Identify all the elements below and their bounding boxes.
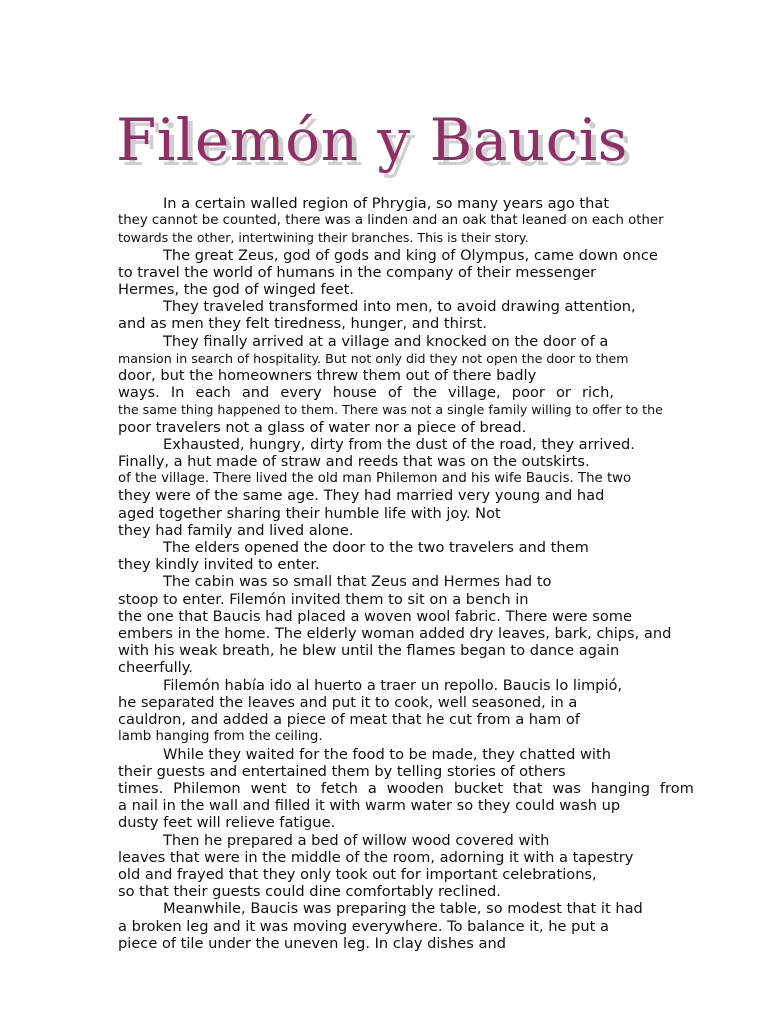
text-line: they kindly invited to enter. (118, 556, 320, 574)
text-line: Finally, a hut made of straw and reeds that was on the outskirts. (118, 453, 590, 471)
word: wooden (386, 779, 444, 797)
word: ways. (118, 384, 160, 402)
text-line: Filemón había ido al huerto a traer un repollo. Baucis lo limpió, (163, 676, 623, 694)
word: In (170, 384, 185, 402)
text-line: their guests and entertained them by telling stories of others (118, 762, 566, 780)
text-line: they cannot be counted, there was a linden and an oak that leaned on each other (118, 213, 664, 229)
word: that (512, 779, 543, 797)
text-line: he separated the leaves and put it to cook, well seasoned, in a (118, 693, 578, 711)
word: house (332, 384, 377, 402)
word: bucket (453, 779, 503, 797)
text-line: Exhausted, hungry, dirty from the dust of the road, they arrived. (163, 435, 635, 453)
word: was (552, 779, 581, 797)
text-line: to travel the world of humans in the company of their messenger (118, 263, 597, 281)
text-line-justified (118, 780, 694, 797)
text-line: piece of tile under the uneven leg. In clay dishes and (118, 934, 506, 952)
text-line: the same thing happened to them. There was not a single family willing to offer to the (118, 402, 663, 418)
text-line: the one that Baucis had placed a woven wool fabric. There were some (118, 607, 632, 625)
word: went (250, 779, 287, 797)
text-line: of the village. There lived the old man Philemon and his wife Baucis. The two (118, 471, 632, 487)
text-line: While they waited for the food to be made, they chatted with (163, 745, 611, 763)
text-line: a nail in the wall and filled it with warm water so they could wash up (118, 797, 621, 815)
text-line: They traveled transformed into men, to avoid drawing attention, (163, 298, 636, 316)
text-line: mansion in search of hospitality. But not only did they not open the door to them (118, 350, 629, 366)
text-line: so that their guests could dine comfortably reclined. (118, 883, 501, 901)
word: a (367, 779, 377, 797)
text-line: poor travelers not a glass of water nor a piece of bread. (118, 418, 527, 436)
text-line: Meanwhile, Baucis was preparing the table, so modest that it had (163, 900, 643, 918)
text-line: a broken leg and it was moving everywhere. To balance it, he put a (118, 917, 609, 935)
text-line: dusty feet will relieve fatigue. (118, 814, 336, 832)
text-line: cheerfully. (118, 659, 193, 677)
text-line: old and frayed that they only took out for important celebrations, (118, 865, 597, 883)
word: from (659, 779, 694, 797)
text-line: Hermes, the god of winged feet. (118, 281, 355, 299)
text-line: In a certain walled region of Phrygia, so many years ago that (163, 195, 610, 212)
word: times. (118, 779, 164, 797)
text-line: lamb hanging from the ceiling. (118, 729, 323, 745)
text-line: stoop to enter. Filemón invited them to sit on a bench in (118, 590, 529, 608)
word: and (241, 384, 270, 402)
text-line: embers in the home. The elderly woman added dry leaves, bark, chips, and (118, 625, 672, 643)
word: poor (511, 384, 545, 402)
text-line: towards the other, intertwining their branches. This is their story. (118, 230, 529, 246)
word: the (412, 384, 437, 402)
text-line: The great Zeus, god of gods and king of Olympus, came down once (163, 246, 658, 264)
word: village, (448, 384, 501, 402)
document-title: Filemón y Baucis (116, 106, 628, 174)
word: every (280, 384, 322, 402)
word: fetch (320, 779, 358, 797)
word: hanging (590, 779, 651, 797)
word: of (387, 384, 402, 402)
word: to (296, 779, 311, 797)
text-line: They finally arrived at a village and knocked on the door of a (163, 332, 609, 350)
text-line: and as men they felt tiredness, hunger, and thirst. (118, 315, 487, 333)
text-line: cauldron, and added a piece of meat that he cut from a ham of (118, 711, 580, 729)
text-line: leaves that were in the middle of the room, adorning it with a tapestry (118, 848, 634, 866)
word: or (555, 384, 571, 402)
text-line: The elders opened the door to the two travelers and them (163, 539, 589, 557)
word: Philemon (173, 779, 241, 797)
text-line-justified (118, 384, 614, 401)
text-line: they were of the same age. They had married very young and had (118, 487, 605, 505)
story-text (118, 195, 698, 952)
text-line: door, but the homeowners threw them out of there badly (118, 367, 537, 385)
text-line: with his weak breath, he blew until the flames began to dance again (118, 642, 620, 660)
text-line: The cabin was so small that Zeus and Hermes had to (163, 573, 552, 591)
word: rich, (582, 384, 614, 402)
text-line: aged together sharing their humble life with joy. Not (118, 504, 501, 522)
text-line: they had family and lived alone. (118, 521, 354, 539)
word: each (195, 384, 231, 402)
text-line: Then he prepared a bed of willow wood covered with (163, 831, 550, 849)
